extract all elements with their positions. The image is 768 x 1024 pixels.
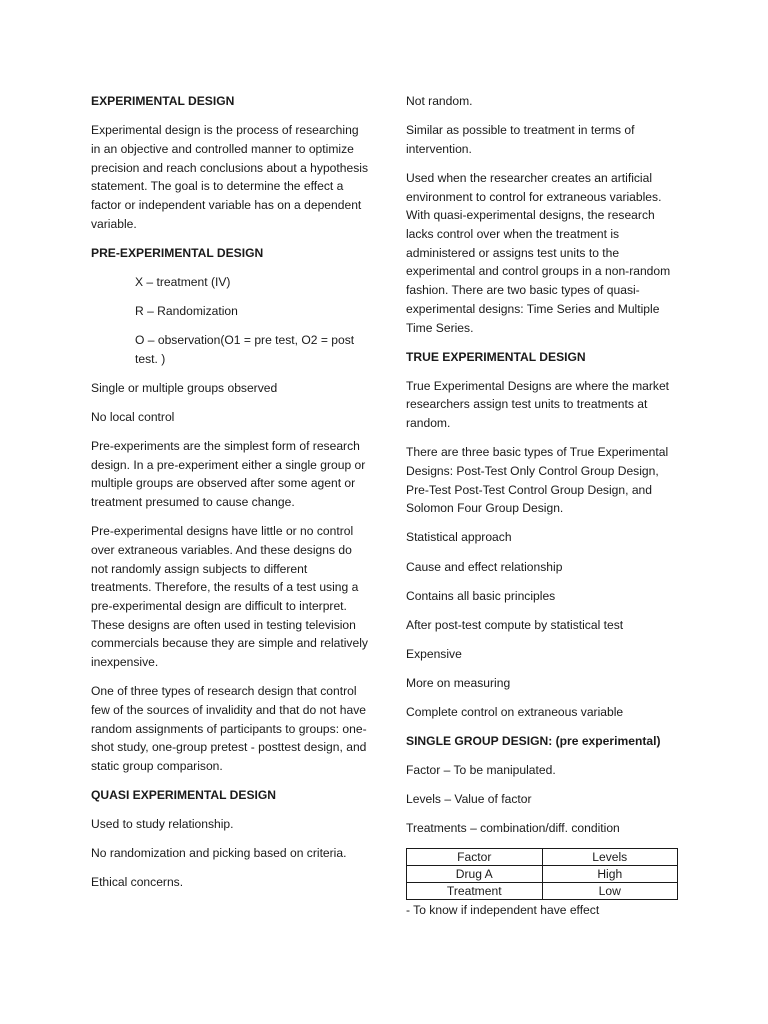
table-row [407, 866, 678, 883]
true-point: More on measuring [406, 675, 511, 690]
table-cell: Low [542, 883, 678, 900]
heading-quasi-experimental: QUASI EXPERIMENTAL DESIGN [91, 788, 277, 803]
quasi-point: Not random. [406, 94, 473, 108]
table-header-cell: Levels [542, 849, 678, 866]
notation-o: O – observation(O1 = pre test, O2 = post test. ) [135, 332, 355, 366]
single-point: Treatments – combination/diff. condition [406, 821, 620, 836]
true-point: Complete control on extraneous variable [406, 704, 624, 719]
true-point: Statistical approach [406, 530, 512, 545]
quasi-point: Used to study relationship. [91, 817, 234, 832]
quasi-point: No randomization and picking based on criteria. [91, 846, 347, 861]
heading-experimental-design: EXPERIMENTAL DESIGN [91, 94, 235, 108]
pre-paragraph-2: Pre-experimental designs have little or no control over extraneous variables. And these designs do not randomly assign subjects to different treatments. Therefore, the results of a test using a pre-experimental design are difficult to interpret. These designs are often used in testing television commercials because they are simple and relatively inexpensive. [91, 524, 368, 670]
heading-true-experimental: TRUE EXPERIMENTAL DESIGN [406, 349, 586, 364]
right-column [406, 92, 682, 931]
table-cell: Drug A [407, 866, 543, 883]
single-point: Levels – Value of factor [406, 792, 532, 807]
table-note: - To know if independent have effect [406, 903, 600, 918]
notation-r: R – Randomization [135, 303, 238, 318]
table-header-cell: Factor [407, 849, 543, 866]
true-paragraph-1: True Experimental Designs are where the market researchers assign test units to treatments at random. [406, 378, 670, 431]
quasi-paragraph: Used when the researcher creates an artificial environment to control for extraneous variables. With quasi-experimental designs, the research lacks control over when the treatment is administered or assigns test units to the experimental and control groups in a non-random fashion. There are two basic types of quasi-experimental designs: Time Series and Multiple Time Series. [406, 170, 671, 335]
table-cell: Treatment [407, 883, 543, 900]
quasi-point: Similar as possible to treatment in terms of intervention. [406, 123, 635, 156]
left-column [91, 92, 369, 902]
quasi-point: Ethical concerns. [91, 875, 184, 890]
table-row [407, 883, 678, 900]
pre-point: Single or multiple groups observed [91, 380, 278, 395]
true-point: Cause and effect relationship [406, 559, 563, 574]
pre-paragraph-1: Pre-experiments are the simplest form of research design. In a pre-experiment either a single group or multiple groups are observed after some agent or treatment presumed to cause change. [91, 438, 366, 510]
true-point: After post-test compute by statistical test [406, 617, 624, 632]
heading-single-group: SINGLE GROUP DESIGN: (pre experimental) [406, 734, 661, 749]
single-point: Factor – To be manipulated. [406, 763, 556, 778]
true-point: Expensive [406, 646, 462, 661]
true-paragraph-2: There are three basic types of True Experimental Designs: Post-Test Only Control Group Design, Pre-Test Post-Test Control Group Design, and Solomon Four Group Design. [406, 445, 669, 516]
pre-paragraph-3: One of three types of research design that control few of the sources of invalidity and that do not have random assignments of participants to groups: one-shot study, one-group pretest - posttest design, and static group comparison. [91, 684, 367, 773]
table-cell: High [542, 866, 678, 883]
factor-levels-table [406, 848, 678, 900]
intro-paragraph: Experimental design is the process of researching in an objective and controlled manner to optimize precision and reach conclusions about a hypothesis statement. The goal is to determine the effect a factor or independent variable has on a dependent variable. [91, 123, 368, 231]
true-point: Contains all basic principles [406, 588, 556, 603]
table-header-row [407, 849, 678, 866]
heading-pre-experimental: PRE-EXPERIMENTAL DESIGN [91, 245, 264, 260]
notation-x: X – treatment (IV) [135, 274, 231, 289]
pre-point: No local control [91, 409, 175, 424]
